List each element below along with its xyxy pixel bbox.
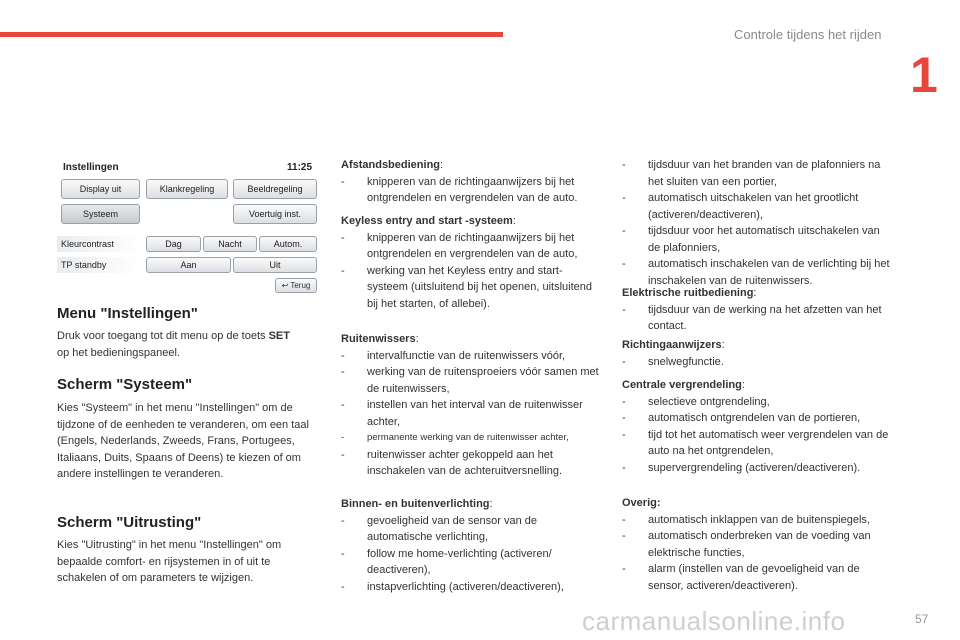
list-item: - automatisch uitschakelen van het grootlicht (activeren/deactiveren),: [622, 192, 859, 221]
set-key-label: SET: [268, 330, 290, 342]
list-item: - tijdsduur van de werking na het afzetten van het contact.: [622, 303, 882, 332]
section-overig: [622, 495, 892, 594]
page-number: 57: [915, 612, 929, 626]
section-verlichting-continued: [622, 157, 892, 289]
back-button[interactable]: [275, 278, 317, 293]
night-button[interactable]: Nacht: [203, 236, 257, 252]
menu-text-part-a: Druk voor toegang tot dit menu op de toets: [57, 330, 269, 342]
section-heading: Keyless entry and start -systeem: [341, 215, 513, 227]
auto-button[interactable]: Autom.: [259, 236, 317, 252]
section-heading: Afstandsbediening: [341, 159, 441, 171]
chapter-title: Controle tijdens het rijden: [734, 27, 882, 42]
menu-instellingen-heading: Menu "Instellingen": [57, 305, 198, 322]
section-ruitenwissers: Ruitenwissers: - intervalfunctie van de ruitenwissers vóór, - werking van de ruitensproeiers vóór samen met de ruitenwissers, - instellen van het interval van de ruitenwisser achter, - permanente werking van de ruitenwisser achter, - ruitenwisser achter gekoppeld aan het inschakelen van de achteruitversnelling.: [341, 331, 603, 480]
off-button[interactable]: Uit: [233, 257, 317, 273]
section-verlichting: Binnen- en buitenverlichting: - gevoeligheid van de sensor van de automatische verlichting, - follow me home-verlichting (activeren/ deactiveren), - instapverlichting (activeren/deactiveren),: [341, 496, 603, 595]
section-heading: Richtingaanwijzers: [622, 339, 722, 351]
list-item: - follow me home-verlichting (activeren/ deactiveren),: [341, 547, 552, 576]
list-item: - automatisch onderbreken van de voeding van elektrische functies,: [622, 530, 871, 559]
list-item: - permanente werking van de ruitenwisser achter,: [341, 432, 569, 443]
list-item: - knipperen van de richtingaanwijzers bij het ontgrendelen en vergrendelen van de auto.: [341, 175, 578, 204]
system-button[interactable]: Systeem: [61, 204, 140, 224]
section-heading: Binnen- en buitenverlichting: [341, 498, 490, 510]
section-centrale-vergrendeling: Centrale vergrendeling: - selectieve ontgrendeling, - automatisch ontgrendelen van de portieren, - tijd tot het automatisch weer vergrendelen van de auto na het ontgrendelen, - supervergrendeling (activeren/deactiveren).: [622, 377, 892, 476]
chapter-number: 1: [910, 47, 938, 103]
scherm-systeem-text: Kies "Systeem" in het menu "Instellingen" om de tijdzone of de eenheden te veranderen, om een taal (Engels, Nederlands, Zweeds, Frans, Portugees, Italiaans, Duits, Spaans of Deens) te kiezen of om andere instellingen te veranderen.: [57, 402, 309, 480]
contrast-label: Kleurcontrast: [57, 236, 142, 252]
list-item: - automatisch inklappen van de buitenspiegels,: [622, 513, 870, 526]
list-item: - intervalfunctie van de ruitenwissers vóór,: [341, 349, 566, 362]
back-arrow-icon: ↩: [281, 281, 289, 290]
section-heading: Ruitenwissers: [341, 333, 416, 345]
section-heading: Centrale vergrendeling: [622, 379, 742, 391]
day-button[interactable]: Dag: [146, 236, 201, 252]
on-button[interactable]: Aan: [146, 257, 231, 273]
chapter-color-bar: [0, 32, 503, 37]
section-richtingaanwijzers: Richtingaanwijzers: - snelwegfunctie.: [622, 337, 892, 370]
list-item: - instapverlichting (activeren/deactiveren),: [341, 580, 564, 593]
section-afstandsbediening: Afstandsbediening: - knipperen van de richtingaanwijzers bij het ontgrendelen en vergrendelen van de auto.: [341, 157, 603, 207]
list-item: - tijd tot het automatisch weer vergrendelen van de auto na het ontgrendelen,: [622, 428, 889, 457]
list-item: - tijdsduur voor het automatisch uitschakelen van de plafonniers,: [622, 225, 880, 254]
list-item: - automatisch inschakelen van de verlichting bij het inschakelen van de ruitenwissers.: [622, 258, 890, 287]
watermark: carmanualsonline.info: [582, 606, 846, 636]
list-item: - selectieve ontgrendeling,: [622, 395, 770, 408]
section-keyless: Keyless entry and start -systeem: - knipperen van de richtingaanwijzers bij het ontgrendelen en vergrendelen van de auto, - werking van het Keyless entry and start-systeem (uitsluitend bij het openen, uitsluitend bij het starten, of allebei).: [341, 213, 603, 312]
scherm-systeem-heading: Scherm "Systeem": [57, 376, 193, 393]
list-item: - knipperen van de richtingaanwijzers bij het ontgrendelen en vergrendelen van de auto,: [341, 231, 578, 260]
list-item: - werking van de ruitensproeiers vóór samen met de ruitenwissers,: [341, 366, 599, 395]
list-item: - automatisch ontgrendelen van de portieren,: [622, 412, 861, 424]
tp-standby-label: TP standby: [57, 257, 142, 273]
screen-clock: 11:25: [287, 162, 313, 173]
list-item: - snelwegfunctie.: [622, 355, 724, 368]
list-item: - gevoeligheid van de sensor van de automatische verlichting,: [341, 514, 538, 543]
list-item: - ruitenwisser achter gekoppeld aan het inschakelen van de achteruitversnelling.: [341, 448, 563, 477]
menu-text-part-b: op het bedieningspaneel.: [57, 346, 180, 359]
scherm-uitrusting-heading: Scherm "Uitrusting": [57, 514, 202, 531]
settings-screen-mockup: [57, 158, 320, 296]
list-item: - instellen van het interval van de ruitenwisser achter,: [341, 399, 583, 428]
back-button-label: Terug: [290, 281, 311, 290]
display-off-button[interactable]: Display uit: [61, 179, 140, 199]
sound-settings-button[interactable]: Klankregeling: [146, 179, 228, 199]
list-item: - tijdsduur van het branden van de plafonniers na het sluiten van een portier,: [622, 159, 881, 188]
list-item: - alarm (instellen van de gevoeligheid van de sensor, activeren/deactiveren).: [622, 563, 860, 592]
scherm-uitrusting-text: Kies "Uitrusting" in het menu "Instellingen" om bepaalde comfort- en rijsystemen in of uit te schakelen of om parameters te wijzigen.: [57, 539, 282, 584]
section-heading: Overig:: [622, 497, 661, 509]
menu-instellingen-text: [57, 328, 315, 361]
list-item: - supervergrendeling (activeren/deactiveren).: [622, 461, 861, 474]
vehicle-settings-button[interactable]: Voertuig inst.: [233, 204, 317, 224]
section-elektrische-ruitbediening: Elektrische ruitbediening: - tijdsduur van de werking na het afzetten van het contact.: [622, 285, 892, 335]
section-heading: Elektrische ruitbediening: [622, 287, 754, 299]
picture-settings-button[interactable]: Beeldregeling: [233, 179, 317, 199]
list-item: - werking van het Keyless entry and start-systeem (uitsluitend bij het openen, uitsluitend bij het starten, of allebei).: [341, 264, 593, 310]
screen-title: Instellingen: [63, 162, 119, 173]
